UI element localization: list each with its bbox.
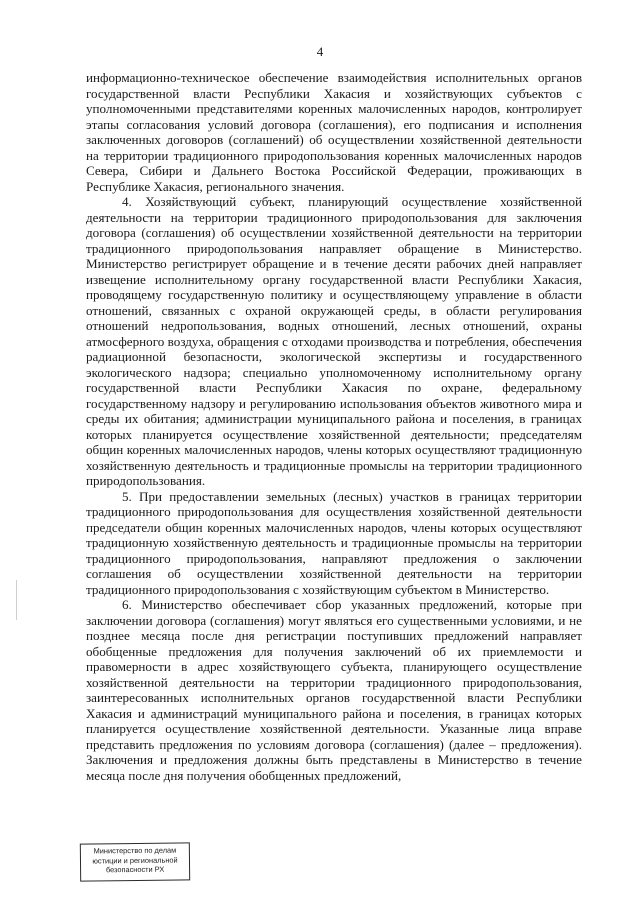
- page-number: 4: [316, 44, 324, 59]
- stamp-line: безопасности РХ: [105, 864, 165, 875]
- paragraph-continuation: информационно-техническое обеспечение взаимодействия исполнительных органов государственной власти Республики Хакасия и хозяйствующих субъектов с уполномоченными представителями коренных малочисленных народов, контролирует этапы согласования условий договора (соглашения), его подписания и исполнения заключенных договоров (соглашений) об осуществлении хозяйственной деятельности на территории традиционного природопользования коренных малочисленных народов Севера, Сибири и Дальнего Востока Российской Федерации, проживающих в Республике Хакасия, регионального значения.: [86, 70, 582, 194]
- margin-mark: [16, 580, 17, 620]
- paragraph-item-6: 6. Министерство обеспечивает сбор указанных предложений, которые при заключении договора (соглашения) могут являться его существенными условиями, и не позднее месяца после дня регистрации поступивших предложений направляет обобщенные предложения для получения заключений об их приемлемости и правомерности в адрес хозяйствующего субъекта, планирующего осуществление хозяйственной деятельности на территории традиционного природопользования, заинтересованных исполнительных органов государственной власти Республики Хакасия и администраций муниципального района и поселения, в границах которых планируется осуществление хозяйственной деятельности. Указанные лица вправе представить предложения по условиям договора (соглашения) (далее – предложения). Заключения и предложения должны быть представлены в Министерство в течение месяца после дня получения обобщенных предложений,: [86, 597, 582, 783]
- paragraph-item-5: 5. При предоставлении земельных (лесных) участков в границах территории традиционного природопользования для осуществления хозяйственной деятельности председатели общин коренных малочисленных народов, члены которых осуществляют традиционную хозяйственную деятельность и традиционные промыслы на территории традиционного природопользования, направляют предложения о заключении соглашения об осуществлении хозяйственной деятельности на территории традиционного природопользования с хозяйствующим субъектом в Министерство.: [86, 488, 582, 597]
- stamp-line: Министерство по делам: [93, 845, 177, 856]
- stamp-line: юстиции и региональной: [92, 855, 178, 865]
- registration-stamp: [80, 842, 190, 881]
- document-body: [86, 70, 582, 783]
- paragraph-item-4: 4. Хозяйствующий субъект, планирующий осуществление хозяйственной деятельности на территории традиционного природопользования для заключения договора (соглашения) об осуществлении хозяйственной деятельности на территории традиционного природопользования направляет обращение в Министерство. Министерство регистрирует обращение и в течение десяти рабочих дней направляет извещение исполнительному органу государственной власти Республики Хакасия, проводящему государственную политику и осуществляющему управление в области отношений, связанных с охраной окружающей среды, в области регулирования отношений недропользования, водных отношений, лесных отношений, охраны атмосферного воздуха, обращения с отходами производства и потребления, обеспечения радиационной безопасности, экологической экспертизы и государственного экологического надзора; специально уполномоченному исполнительному органу государственной власти Республики Хакасия по охране, федеральному государственному надзору и регулированию использования объектов животного мира и среды их обитания; администрации муниципального района и поселения, в границах которых планируется осуществление хозяйственной деятельности; председателям общин коренных малочисленных народов, члены которых осуществляют традиционную хозяйственную деятельность и традиционные промыслы на территории традиционного природопользования.: [86, 194, 582, 488]
